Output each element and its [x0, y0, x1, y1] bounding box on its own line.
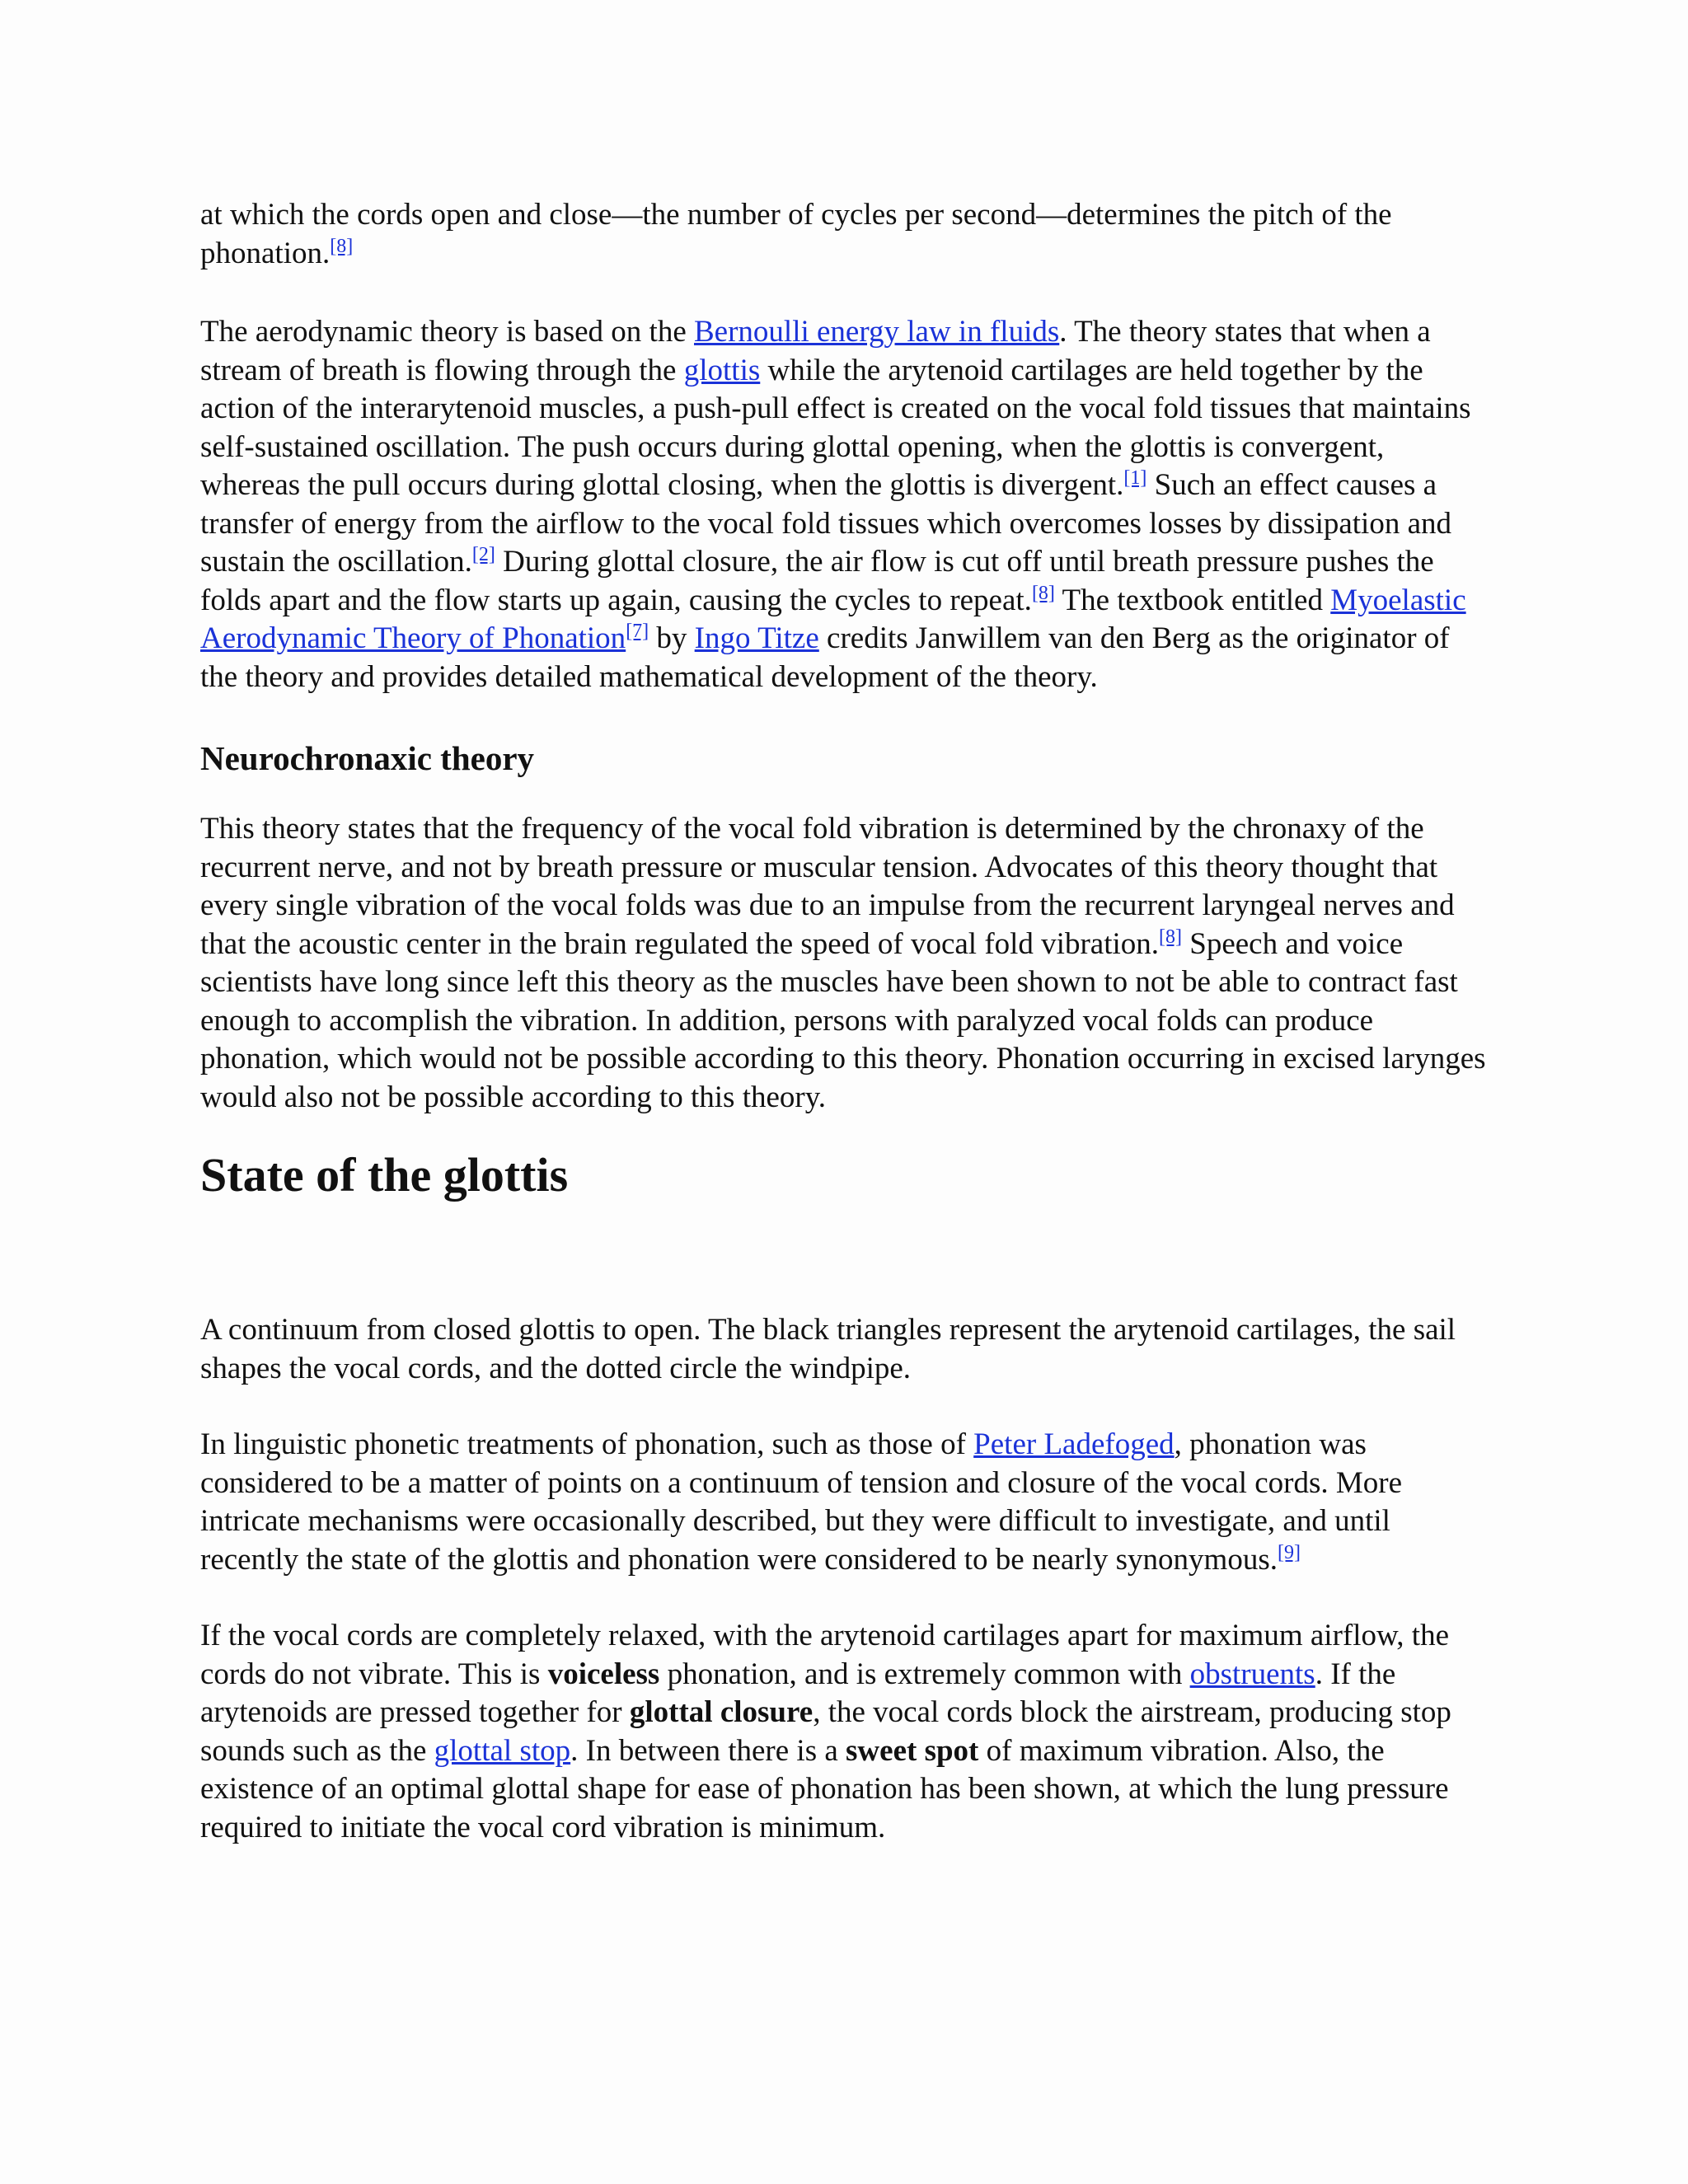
paragraph-ladefoged: In linguistic phonetic treatments of phonation, such as those of Peter Ladefoged, phonation was considered to be a matter of points on a continuum of tension and closure of the vocal cords. More intricate mechanisms were occasionally described, but they were difficult to investigate, and until recently the state of the glottis and phonation were considered to be nearly synonymous.[9]	[200, 1427, 1403, 1577]
paragraph-glottis-continuum-caption: A continuum from closed glottis to open. The black triangles represent the arytenoid cartilages, the sail shapes the vocal cords, and the dotted circle the windpipe.	[200, 1313, 1456, 1385]
citation-8c[interactable]: [8]	[1159, 926, 1182, 948]
article-body	[200, 196, 1486, 1847]
term-sweet-spot: sweet spot	[846, 1733, 979, 1768]
citation-2[interactable]: [2]	[471, 544, 495, 565]
paragraph-pitch: at which the cords open and close—the number of cycles per second—determines the pitch of the phonation.[8]	[200, 198, 1392, 270]
term-glottal-closure: glottal closure	[629, 1695, 814, 1729]
citation-1[interactable]: [1]	[1123, 467, 1147, 489]
citation-8[interactable]: [8]	[330, 235, 354, 257]
link-peter-ladefoged[interactable]: Peter Ladefoged	[973, 1427, 1175, 1461]
link-bernoulli[interactable]: Bernoulli energy law in fluids	[694, 315, 1060, 349]
paragraph-neurochronaxic: This theory states that the frequency of the vocal fold vibration is determined by the chronaxy of the recurrent nerve, and not by breath pressure or muscular tension. Advocates of this theory thought that every single vibration of the vocal folds was due to an impulse from the recurrent laryngeal nerves and that the acoustic center in the brain regulated the speed of vocal fold vibration.[8] Speech and voice scientists have long since left this theory as the muscles have been shown to not be able to contract fast enough to accomplish the vibration. In addition, persons with paralyzed vocal folds can produce phonation, which would not be possible according to this theory. Phonation occurring in excised larynges would also not be possible according to this theory.	[200, 812, 1486, 1114]
link-ingo-titze[interactable]: Ingo Titze	[694, 621, 819, 655]
heading-neurochronaxic-theory: Neurochronaxic theory	[200, 739, 535, 777]
link-myoelastic-theory[interactable]: Myoelastic Aerodynamic Theory of Phonation	[200, 583, 1466, 655]
citation-9[interactable]: [9]	[1277, 1541, 1301, 1563]
term-voiceless: voiceless	[547, 1657, 660, 1691]
paragraph-aerodynamic-theory: The aerodynamic theory is based on the Bernoulli energy law in fluids. The theory states that when a stream of breath is flowing through the glottis while the arytenoid cartilages are held together by the action of the interarytenoid muscles, a push-pull effect is created on the vocal fold tissues that maintains self-sustained oscillation. The push occurs during glottal opening, when the glottis is convergent, whereas the pull occurs during glottal closing, when the glottis is divergent.[1] Such an effect causes a transfer of energy from the airflow to the vocal fold tissues which overcomes losses by dissipation and sustain the oscillation.[2] During glottal closure, the air flow is cut off until breath pressure pushes the folds apart and the flow starts up again, causing the cycles to repeat.[8] The textbook entitled Myoelastic Aerodynamic Theory of Phonation[7] by Ingo Titze credits Janwillem van den Berg as the originator of the theory and provides detailed mathematical development of the theory.	[200, 315, 1471, 694]
citation-8b[interactable]: [8]	[1031, 582, 1055, 604]
heading-state-of-glottis: State of the glottis	[200, 1148, 569, 1202]
link-glottal-stop[interactable]: glottal stop	[434, 1733, 571, 1768]
link-obstruents[interactable]: obstruents	[1189, 1657, 1315, 1691]
link-glottis[interactable]: glottis	[683, 353, 761, 387]
citation-7[interactable]: [7]	[626, 621, 649, 642]
paragraph-vocal-cords-relaxed: If the vocal cords are completely relaxed, with the arytenoid cartilages apart for maximum airflow, the cords do not vibrate. This is voiceless phonation, and is extremely common with obstruents. If the arytenoids are pressed together for glottal closure, the vocal cords block the airstream, producing stop sounds such as the glottal stop. In between there is a sweet spot of maximum vibration. Also, the existence of an optimal glottal shape for ease of phonation has been shown, at which the lung pressure required to initiate the vocal cord vibration is minimum.	[200, 1619, 1451, 1844]
